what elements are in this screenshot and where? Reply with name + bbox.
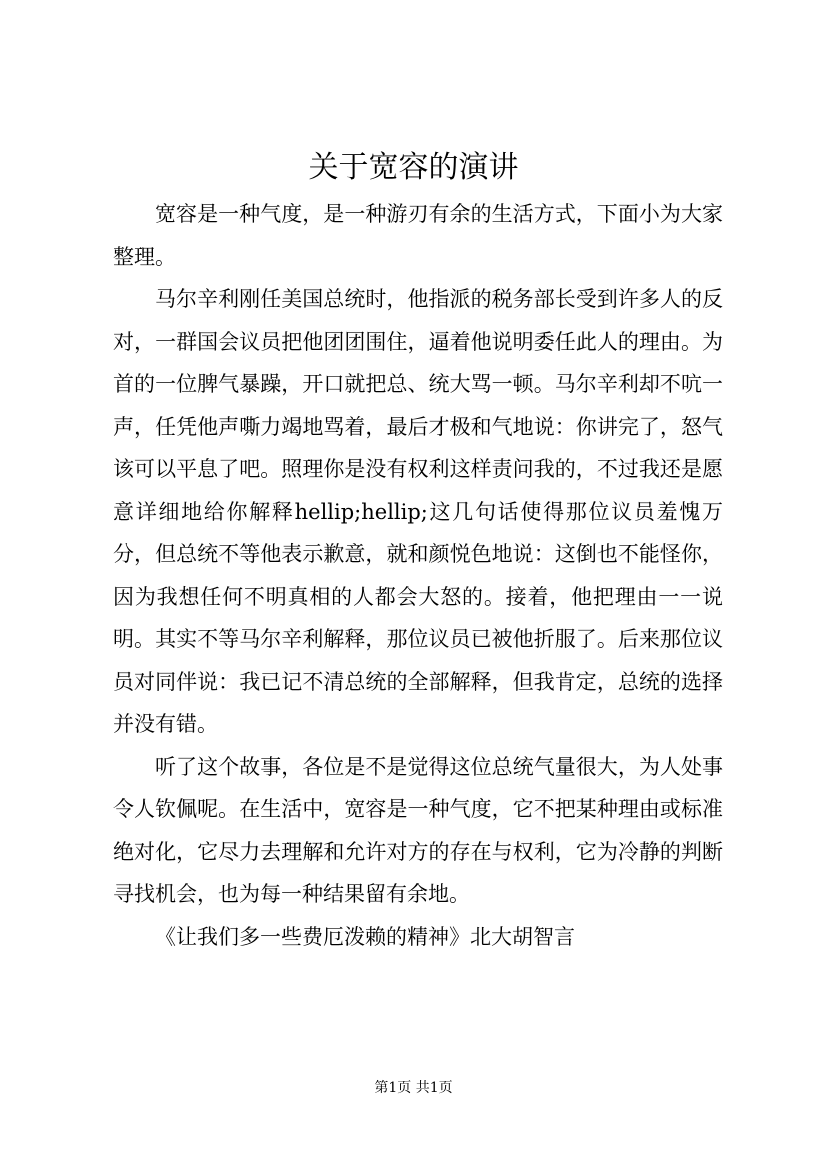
page-title: 关于宽容的演讲 — [308, 150, 519, 185]
paragraph-story: 马尔辛利刚任美国总统时，他指派的税务部长受到许多人的反对，一群国会议员把他团团围住，逼着他说明委任此人的理由。为首的一位脾气暴躁，开口就把总、统大骂一顿。马尔辛利却不吭一声，任凭他声嘶力竭地骂着，最后才极和气地说：你讲完了，怒气该可以平息了吧。照理你是没有权利这样责问我的，不过我还是愿意详细地给你解释hellip;hellip;这几句话使得那位议员羞愧万分，但总统不等他表示歉意，就和颜悦色地说：这倒也不能怪你，因为我想任何不明真相的人都会大怒的。接着，他把理由一一说明。其实不等马尔辛利解释，那位议员已被他折服了。后来那位议员对同伴说：我已记不清总统的全部解释，但我肯定，总统的选择并没有错。 — [113, 287, 723, 736]
document-body — [113, 193, 723, 958]
paragraph-reflection: 听了这个故事，各位是不是觉得这位总统气量很大，为人处事令人钦佩呢。在生活中，宽容是一种气度，它不把某种理由或标准绝对化，它尽力去理解和允许对方的存在与权利，它为冷静的判断寻找机会，也为每一种结果留有余地。 — [113, 754, 723, 906]
paragraph-citation: 《让我们多一些费厄泼赖的精神》北大胡智言 — [155, 924, 575, 949]
paragraph-intro: 宽容是一种气度，是一种游刃有余的生活方式，下面小为大家整理。 — [113, 202, 723, 269]
page-footer: 第1页 共1页 — [374, 1080, 453, 1096]
